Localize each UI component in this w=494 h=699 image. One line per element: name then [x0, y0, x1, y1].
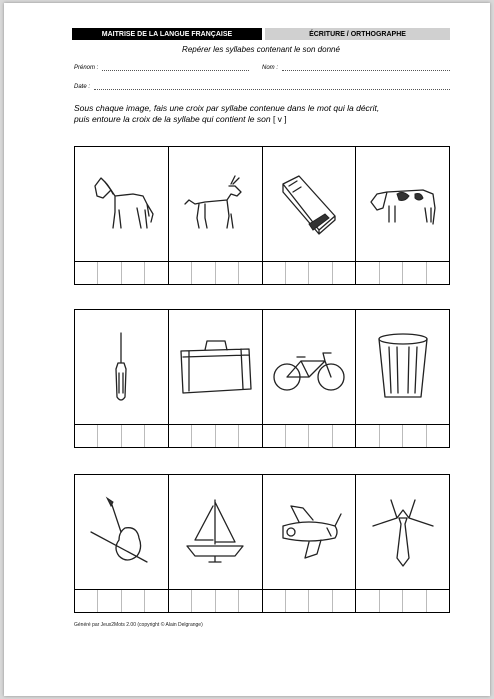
syllable-box[interactable]	[309, 262, 332, 284]
syllable-boxes	[169, 590, 262, 612]
picture-cell	[169, 147, 263, 284]
syllable-box[interactable]	[216, 590, 239, 612]
picture-cell	[356, 310, 449, 447]
syllable-box[interactable]	[427, 425, 449, 447]
screwdriver-icon	[75, 310, 168, 425]
syllable-box[interactable]	[356, 590, 379, 612]
syllable-box[interactable]	[427, 590, 449, 612]
nom-line[interactable]	[282, 64, 450, 71]
glass-icon	[356, 310, 449, 425]
syllable-box[interactable]	[403, 425, 426, 447]
book-icon	[263, 147, 356, 262]
syllable-box[interactable]	[169, 590, 192, 612]
syllable-box[interactable]	[356, 262, 379, 284]
syllable-box[interactable]	[169, 425, 192, 447]
picture-cell	[75, 147, 169, 284]
picture-row-2	[74, 309, 450, 448]
syllable-box[interactable]	[309, 425, 332, 447]
syllable-box[interactable]	[403, 590, 426, 612]
syllable-box[interactable]	[333, 262, 355, 284]
syllable-boxes	[356, 262, 449, 284]
syllable-box[interactable]	[75, 590, 98, 612]
syllable-box[interactable]	[286, 590, 309, 612]
picture-cell	[169, 310, 263, 447]
syllable-box[interactable]	[75, 425, 98, 447]
syllable-box[interactable]	[192, 590, 215, 612]
syllable-box[interactable]	[239, 425, 261, 447]
syllable-boxes	[169, 425, 262, 447]
bicycle-icon	[263, 310, 356, 425]
picture-cell	[356, 147, 449, 284]
prenom-field[interactable]	[74, 64, 249, 71]
syllable-box[interactable]	[380, 590, 403, 612]
syllable-boxes	[263, 262, 356, 284]
syllable-box[interactable]	[122, 590, 145, 612]
instructions-line-1: Sous chaque image, fais une croix par syllabe contenue dans le mot qui la décrit,	[74, 103, 380, 113]
instructions-line-2	[74, 114, 454, 125]
date-label: Date :	[74, 84, 91, 90]
syllable-boxes	[356, 425, 449, 447]
syllable-box[interactable]	[98, 262, 121, 284]
syllable-box[interactable]	[333, 590, 355, 612]
header-bar	[72, 28, 450, 40]
horse-icon	[75, 147, 168, 262]
syllable-boxes	[75, 425, 168, 447]
picture-row-1	[74, 146, 450, 285]
instructions	[74, 103, 454, 125]
syllable-box[interactable]	[286, 262, 309, 284]
syllable-box[interactable]	[403, 262, 426, 284]
instructions-line-2-text: puis entoure la croix de la syllabe qui contient le son	[74, 114, 271, 124]
syllable-box[interactable]	[145, 425, 167, 447]
picture-cell	[75, 310, 169, 447]
airplane-icon	[263, 475, 356, 590]
syllable-boxes	[75, 590, 168, 612]
syllable-box[interactable]	[333, 425, 355, 447]
syllable-box[interactable]	[98, 425, 121, 447]
sailboat-icon	[169, 475, 262, 590]
picture-row-3	[74, 474, 450, 613]
syllable-box[interactable]	[145, 590, 167, 612]
syllable-boxes	[75, 262, 168, 284]
syllable-box[interactable]	[145, 262, 167, 284]
syllable-boxes	[263, 590, 356, 612]
prenom-label: Prénom :	[74, 65, 99, 71]
syllable-box[interactable]	[122, 262, 145, 284]
prenom-line[interactable]	[102, 64, 249, 71]
syllable-box[interactable]	[286, 425, 309, 447]
syllable-box[interactable]	[263, 262, 286, 284]
syllable-box[interactable]	[239, 262, 261, 284]
picture-cell	[263, 310, 357, 447]
goat-icon	[169, 147, 262, 262]
syllable-box[interactable]	[380, 262, 403, 284]
syllable-box[interactable]	[216, 425, 239, 447]
picture-cell	[169, 475, 263, 612]
syllable-box[interactable]	[98, 590, 121, 612]
syllable-box[interactable]	[427, 262, 449, 284]
syllable-box[interactable]	[239, 590, 261, 612]
syllable-box[interactable]	[192, 425, 215, 447]
syllable-box[interactable]	[192, 262, 215, 284]
cow-icon	[356, 147, 449, 262]
picture-cell	[356, 475, 449, 612]
syllable-box[interactable]	[380, 425, 403, 447]
syllable-box[interactable]	[75, 262, 98, 284]
worksheet-page	[4, 3, 490, 696]
nom-field[interactable]	[262, 64, 450, 71]
syllable-boxes	[356, 590, 449, 612]
suitcase-icon	[169, 310, 262, 425]
picture-cell	[263, 147, 357, 284]
header-subject: MAITRISE DE LA LANGUE FRANÇAISE	[72, 28, 262, 40]
syllable-box[interactable]	[122, 425, 145, 447]
syllable-box[interactable]	[216, 262, 239, 284]
picture-cell	[263, 475, 357, 612]
date-field[interactable]	[74, 83, 450, 90]
syllable-box[interactable]	[169, 262, 192, 284]
syllable-boxes	[263, 425, 356, 447]
picture-cell	[75, 475, 169, 612]
date-line[interactable]	[94, 83, 450, 90]
syllable-box[interactable]	[263, 590, 286, 612]
header-topic: ÉCRITURE / ORTHOGRAPHE	[265, 28, 450, 40]
worksheet-title: Repérer les syllabes contenant le son donné	[182, 45, 340, 54]
target-sound: [ v ]	[272, 114, 287, 124]
syllable-boxes	[169, 262, 262, 284]
nom-label: Nom :	[262, 65, 279, 71]
footer-credit: Généré par Jeux2Mots 2.00 (copyright © Alain Delgrange)	[74, 622, 203, 628]
tie-icon	[356, 475, 449, 590]
syllable-box[interactable]	[309, 590, 332, 612]
violin-icon	[75, 475, 168, 590]
syllable-box[interactable]	[356, 425, 379, 447]
syllable-box[interactable]	[263, 425, 286, 447]
